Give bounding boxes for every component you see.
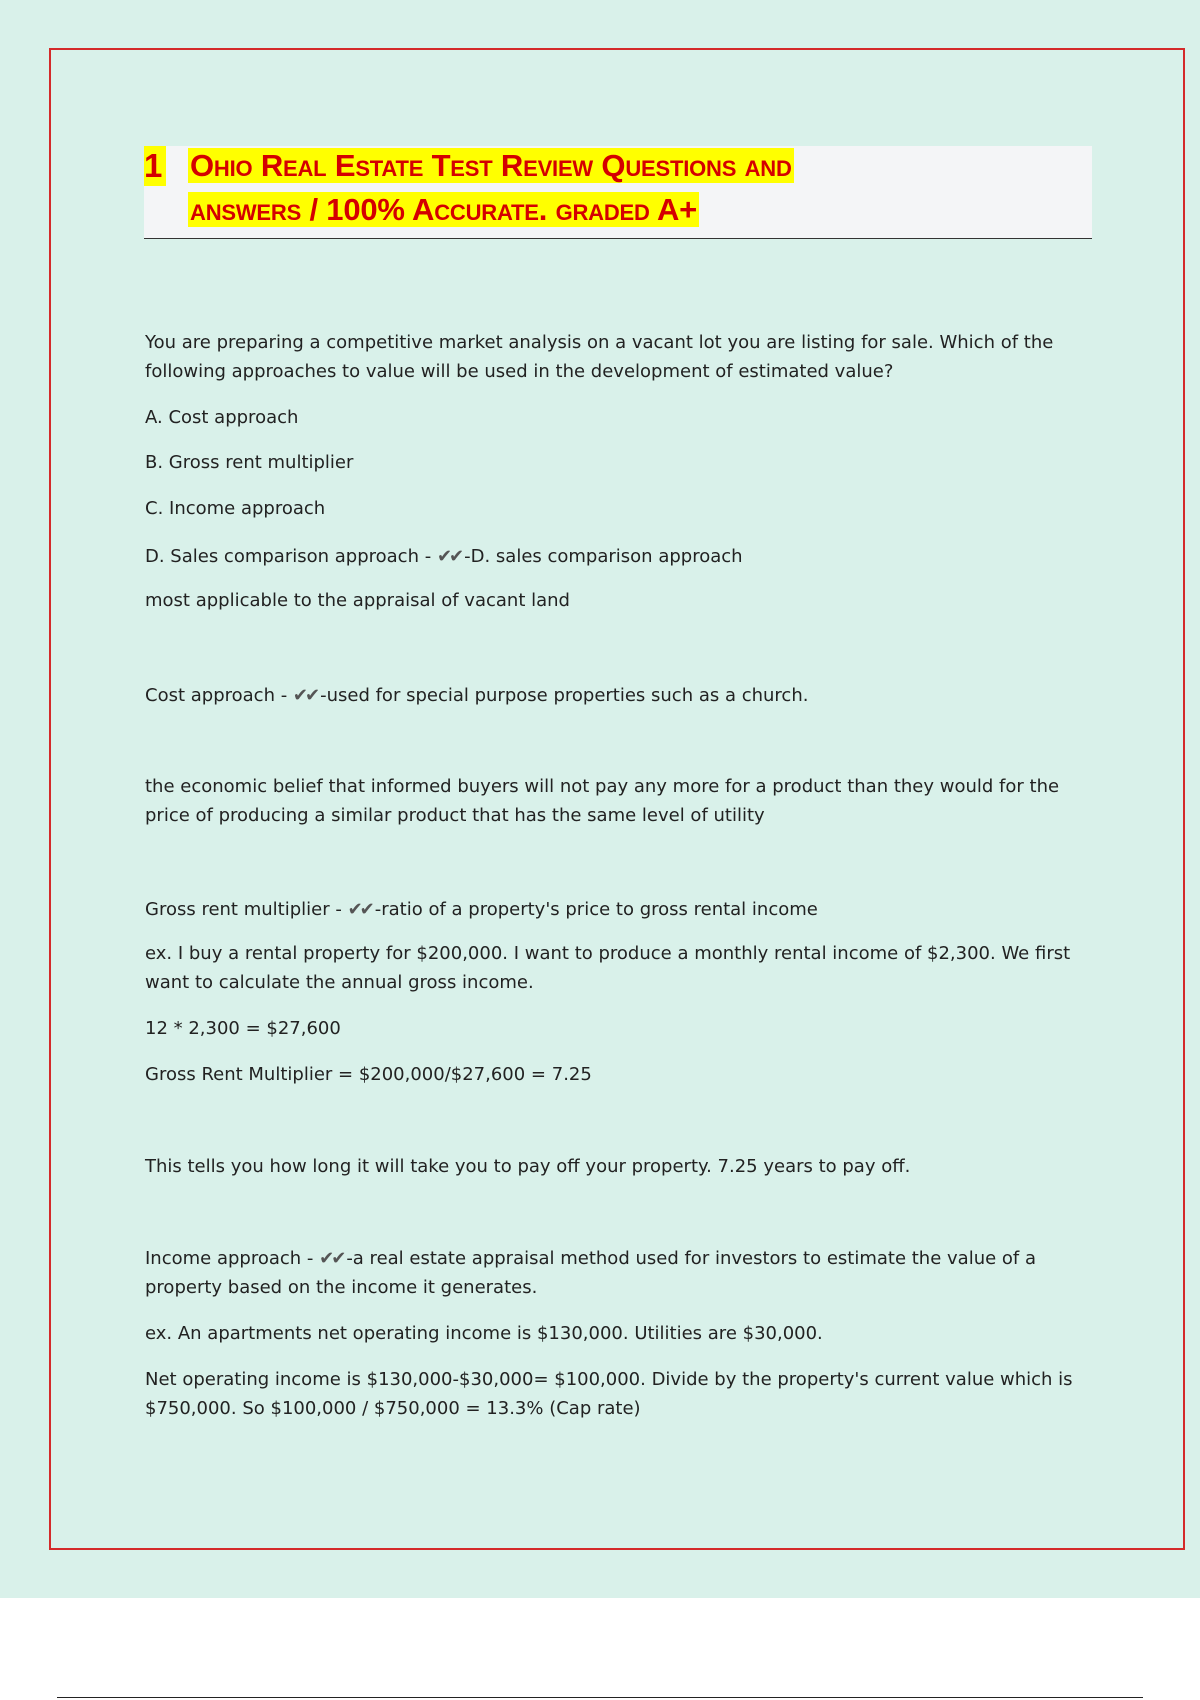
check-icon: ✔✔ xyxy=(347,899,372,920)
check-icon: ✔✔ xyxy=(319,1248,344,1269)
grm-term: Gross rent multiplier - xyxy=(145,899,348,920)
income-term: Income approach - xyxy=(145,1248,320,1269)
note-vacant-land: most applicable to the appraisal of vacant land xyxy=(145,590,570,611)
option-d-answer: -D. sales comparison approach xyxy=(464,546,743,567)
footer-divider xyxy=(57,1697,1143,1698)
document-title xyxy=(144,146,1092,239)
question-text: You are preparing a competitive market analysis on a vacant lot you are listing for sale. Which of the following approaches to value will be used in the development of estimated value? xyxy=(145,332,1054,382)
income-definition: -a real estate appraisal method used for investors to estimate the value of a property based on the income it generates. xyxy=(145,1248,1036,1298)
check-icon: ✔✔ xyxy=(436,546,462,567)
cost-definition: -used for special purpose properties such as a church. xyxy=(320,685,809,706)
income-example: ex. An apartments net operating income is $130,000. Utilities are $30,000. xyxy=(145,1323,823,1344)
grm-explanation: This tells you how long it will take you to pay off your property. 7.25 years to pay off. xyxy=(145,1156,911,1177)
title-line-2-text: answers / 100% Accurate. graded A+ xyxy=(190,192,698,227)
title-line-1 xyxy=(188,146,794,186)
grm-definition: -ratio of a property's price to gross rental income xyxy=(374,899,818,920)
option-c: C. Income approach xyxy=(145,498,326,519)
grm-example: ex. I buy a rental property for $200,000. I want to produce a monthly rental income of $2,300. We first want to calculate the annual gross income. xyxy=(145,943,1071,993)
option-b: B. Gross rent multiplier xyxy=(145,452,354,473)
cost-approach-entry xyxy=(145,681,1075,710)
title-number: 1 xyxy=(144,146,166,186)
option-a: A. Cost approach xyxy=(145,407,299,428)
grm-calculation-2: Gross Rent Multiplier = $200,000/$27,600 = 7.25 xyxy=(145,1064,592,1085)
grm-entry xyxy=(145,895,1075,924)
cost-term: Cost approach - xyxy=(145,685,293,706)
title-line-2 xyxy=(188,190,699,230)
income-calculation: Net operating income is $130,000-$30,000= $100,000. Divide by the property's current value which is $750,000. So $100,000 / $750,000 = 13.3% (Cap rate) xyxy=(145,1369,1073,1419)
grm-calculation-1: 12 * 2,300 = $27,600 xyxy=(145,1018,341,1039)
title-line-1-text: Ohio Real Estate Test Review Questions and xyxy=(190,148,792,183)
option-d-prefix: D. Sales comparison approach - xyxy=(145,546,437,567)
economic-belief-text: the economic belief that informed buyers will not pay any more for a product than they would for the price of producing a similar product that has the same level of utility xyxy=(145,776,1060,826)
option-d xyxy=(145,542,1075,571)
income-approach-entry xyxy=(145,1244,1075,1302)
check-icon: ✔✔ xyxy=(292,685,318,706)
